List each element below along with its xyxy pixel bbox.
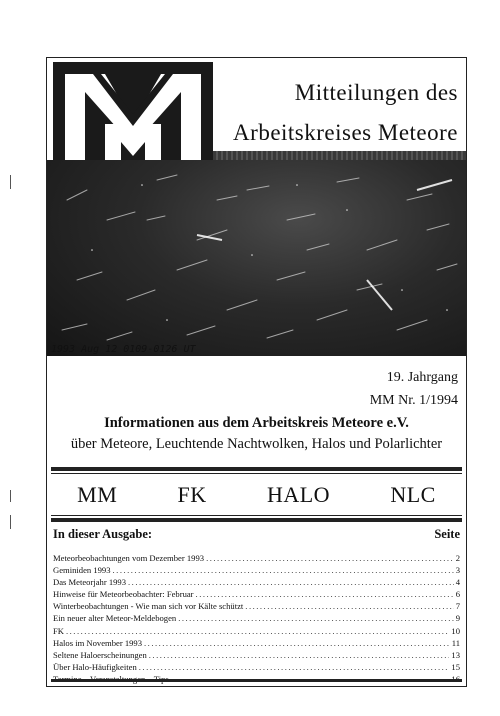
photo-caption: 1993 Aug 12 0109-0126 UT bbox=[51, 344, 196, 355]
toc-entry bbox=[53, 588, 460, 600]
toc-entry-title: Halos im November 1993 bbox=[53, 637, 143, 648]
volume-year: 19. Jahrgang bbox=[386, 370, 458, 385]
toc-entry bbox=[53, 661, 460, 673]
toc-entry-page: 6 bbox=[455, 589, 460, 600]
toc-entry-title: Meteorbeobachtungen vom Dezember 1993 bbox=[53, 553, 205, 563]
toc-entry-title: Das Meteorjahr 1993 bbox=[53, 577, 127, 588]
toc-entry bbox=[53, 612, 460, 624]
toc-entry bbox=[53, 637, 460, 649]
toc-entry bbox=[53, 649, 460, 661]
rule-top-thin bbox=[51, 473, 462, 474]
toc-entry-page: 10 bbox=[451, 625, 460, 636]
scan-mark bbox=[10, 490, 11, 502]
toc-entry bbox=[53, 552, 460, 564]
toc-entry-page: 7 bbox=[455, 601, 460, 612]
toc-heading: In dieser Ausgabe: bbox=[53, 527, 153, 541]
toc-entry-title: Seltene Haloerscheinungen bbox=[53, 649, 147, 660]
toc-entry-title: FK bbox=[53, 625, 64, 636]
toc-header bbox=[53, 527, 460, 542]
section-halo: HALO bbox=[266, 482, 331, 507]
toc-entry-page: 11 bbox=[451, 637, 460, 648]
meteor-photo bbox=[47, 160, 466, 356]
section-fk: FK bbox=[177, 482, 207, 507]
table-of-contents bbox=[53, 552, 460, 685]
toc-entry-title: Über Halo-Häufigkeiten bbox=[53, 661, 137, 672]
section-tabs bbox=[47, 478, 466, 512]
toc-entry-title: Ein neuer alter Meteor-Meldebogen bbox=[53, 613, 177, 624]
issue-number: MM Nr. 1/1994 bbox=[369, 393, 458, 408]
toc-entry-page: 2 bbox=[455, 553, 460, 563]
toc-page-heading: Seite bbox=[434, 527, 460, 541]
rule-top bbox=[51, 467, 462, 471]
title-line-2: Arbeitskreises Meteore bbox=[233, 120, 458, 145]
section-nlc: NLC bbox=[390, 482, 436, 507]
title-line-1: Mitteilungen des bbox=[294, 80, 458, 105]
toc-entry-page: 13 bbox=[451, 649, 460, 660]
toc-entry-title: Hinweise für Meteorbeobachter: Februar bbox=[53, 589, 194, 600]
rule-bottom bbox=[51, 518, 462, 522]
toc-entry-page: 3 bbox=[455, 565, 460, 576]
scan-mark bbox=[10, 515, 11, 529]
toc-entry-title: Winterbeobachtungen - Wie man sich vor Kälte schützt bbox=[53, 601, 244, 612]
info-line-2: über Meteore, Leuchtende Nachtwolken, Halos und Polarlichter bbox=[70, 436, 443, 452]
toc-entry bbox=[53, 625, 460, 637]
section-mm: MM bbox=[77, 482, 118, 507]
scan-mark bbox=[10, 175, 11, 189]
toc-entry-page: 4 bbox=[455, 577, 460, 588]
toc-entry-page: 9 bbox=[455, 613, 460, 624]
rule-footer bbox=[51, 679, 462, 682]
toc-entry-page: 15 bbox=[451, 661, 460, 672]
rule-bottom-thin bbox=[51, 515, 462, 516]
cover-header bbox=[47, 58, 466, 160]
info-line-1: Informationen aus dem Arbeitskreis Meteore e.V. bbox=[104, 415, 409, 431]
cover-frame bbox=[46, 57, 467, 687]
toc-entry bbox=[53, 564, 460, 576]
toc-entry-title: Geminiden 1993 bbox=[53, 565, 111, 576]
toc-entry bbox=[53, 600, 460, 612]
toc-entry bbox=[53, 576, 460, 588]
